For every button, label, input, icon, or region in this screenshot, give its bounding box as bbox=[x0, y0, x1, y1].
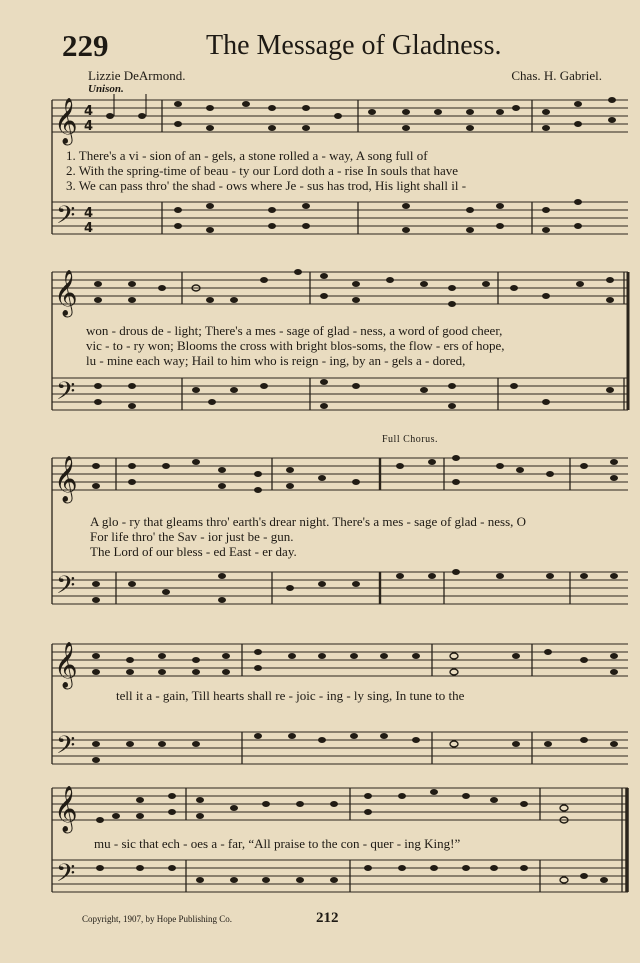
lyric-line: lu - mine each way; Hail to him who is reign - ing, by an - gels a - dored, bbox=[86, 353, 466, 368]
treble-clef-icon: 𝄞 bbox=[54, 786, 78, 832]
lyric-line: 1. There's a vi - sion of an - gels, a stone rolled a - way, A song full of bbox=[66, 148, 428, 163]
bass-clef-icon: 𝄢 bbox=[56, 377, 76, 412]
time-signature: 4 bbox=[84, 104, 94, 119]
treble-clef-icon: 𝄞 bbox=[54, 642, 78, 688]
full-chorus-marking: Full Chorus. bbox=[382, 434, 439, 445]
unison-marking: Unison. bbox=[88, 83, 124, 95]
svg-text:4: 4 bbox=[84, 206, 94, 221]
treble-clef-icon: 𝄞 bbox=[54, 456, 78, 502]
lyric-line: The Lord of our bless - ed East - er day. bbox=[90, 544, 297, 559]
bass-clef-icon: 𝄢 bbox=[56, 859, 76, 894]
bass-clef-icon: 𝄢 bbox=[56, 731, 76, 766]
lyric-line: tell it a - gain, Till hearts shall re - joic - ing - ly sing, In tune to the bbox=[116, 688, 465, 703]
notes-system-4 bbox=[92, 649, 618, 763]
bass-staff-1 bbox=[52, 202, 628, 234]
copyright-notice: Copyright, 1907, by Hope Publishing Co. bbox=[82, 914, 233, 924]
music-system-4 bbox=[0, 634, 640, 794]
lyric-line: mu - sic that ech - oes a - far, “All praise to the con - quer - ing King!” bbox=[94, 836, 461, 851]
lyric-line: won - drous de - light; There's a mes - sage of glad - ness, a word of good cheer, bbox=[86, 323, 503, 338]
treble-clef-icon: 𝄞 bbox=[54, 270, 78, 316]
composer-credit: Chas. H. Gabriel. bbox=[511, 68, 602, 83]
lyric-line: vic - to - ry won; Blooms the cross with bright blos-soms, the flow - ers of hope, bbox=[86, 338, 505, 353]
lyric-line: 3. We can pass thro' the shad - ows where Je - sus has trod, His light shall il - bbox=[66, 178, 467, 193]
svg-text:4: 4 bbox=[84, 119, 94, 134]
lyric-line: A glo - ry that gleams thro' earth's drear night. There's a mes - sage of glad - ness, O bbox=[90, 514, 527, 529]
lyric-line: 2. With the spring-time of beau - ty our Lord doth a - rise In souls that have bbox=[66, 163, 459, 178]
page-number: 212 bbox=[316, 910, 339, 926]
bass-clef-icon: 𝄢 bbox=[56, 571, 76, 606]
author-credit: Lizzie DeArmond. bbox=[88, 68, 186, 83]
svg-text:4: 4 bbox=[84, 221, 94, 236]
hymn-number: 229 bbox=[62, 28, 109, 63]
lyric-line: For life thro' the Sav - ior just be - gun. bbox=[90, 529, 294, 544]
bass-clef-icon: 𝄢 bbox=[56, 201, 76, 236]
treble-clef-icon: 𝄞 bbox=[54, 98, 78, 144]
hymn-title: The Message of Gladness. bbox=[206, 30, 502, 61]
